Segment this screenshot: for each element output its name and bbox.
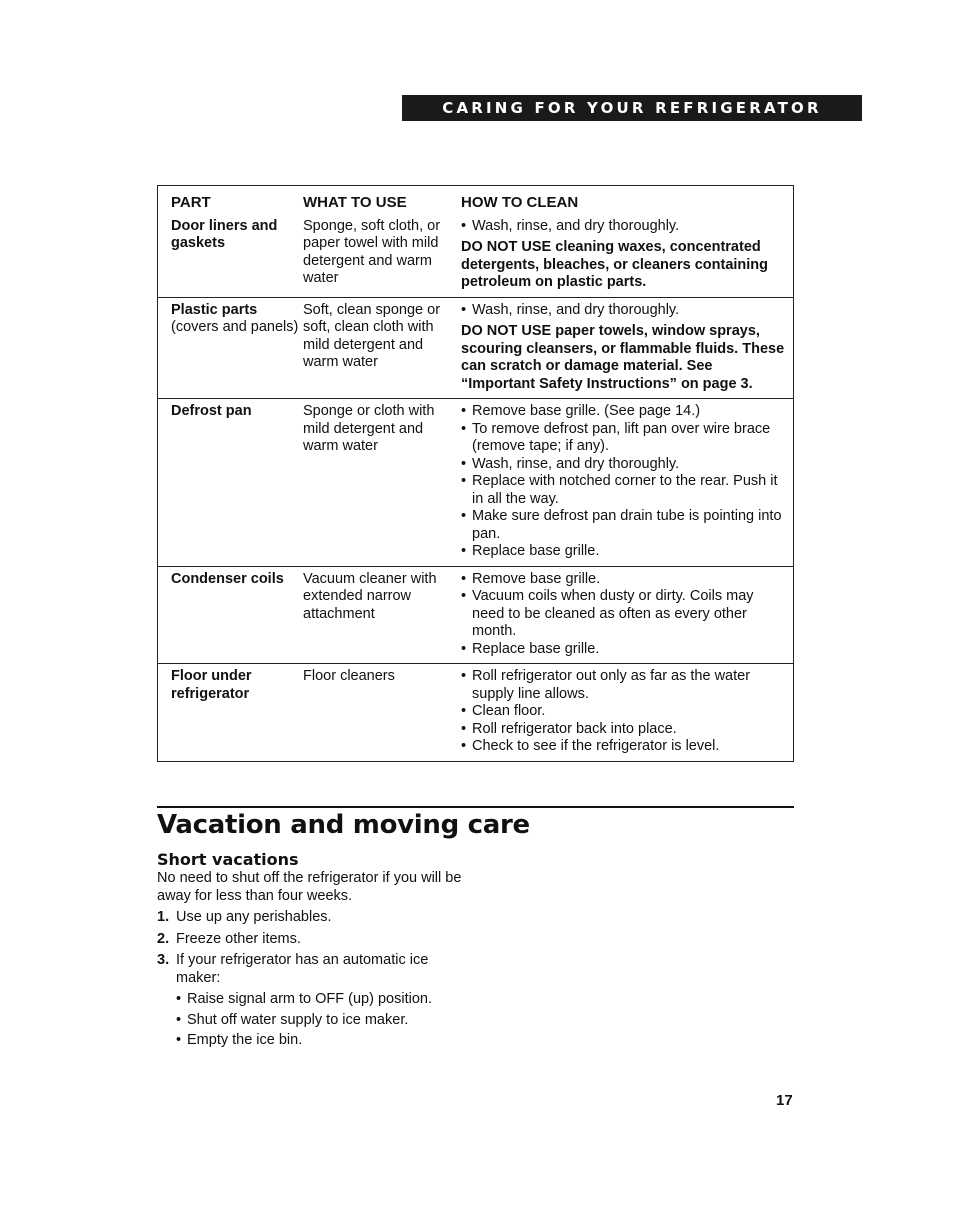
section-divider xyxy=(157,806,794,808)
part-cell xyxy=(158,668,303,756)
table-row xyxy=(158,663,793,761)
part-cell xyxy=(158,218,303,292)
table-row xyxy=(158,566,793,664)
cleaning-step: • Make sure defrost pan drain tube is pointing into pan. xyxy=(461,508,785,543)
step-text: Freeze other items. xyxy=(176,930,301,947)
part-detail: (covers and panels) xyxy=(171,319,299,335)
what-to-use-cell xyxy=(303,668,461,756)
section-title: Vacation and moving care xyxy=(157,810,530,840)
subsection-title: Short vacations xyxy=(157,850,299,869)
cleaning-steps xyxy=(461,218,785,236)
cleaning-step: • Roll refrigerator out only as far as the water supply line allows. xyxy=(461,668,785,703)
table-row xyxy=(158,398,793,566)
cleaning-step: • Clean floor. xyxy=(461,703,785,721)
step-text: If your refrigerator has an automatic ice maker: xyxy=(176,952,429,986)
cleaning-step: • Check to see if the refrigerator is level. xyxy=(461,738,785,756)
column-header-how-to-clean: HOW TO CLEAN xyxy=(461,194,579,211)
cleaning-step: • Remove base grille. xyxy=(461,571,785,589)
cleaning-supplies: Floor cleaners xyxy=(303,668,395,684)
how-to-clean-cell xyxy=(461,571,791,659)
cleaning-supplies: Sponge, soft cloth, or paper towel with mild detergent and warm water xyxy=(303,217,441,286)
cleaning-step: • Wash, rinse, and dry thoroughly. xyxy=(461,218,785,236)
step-text: Use up any perishables. xyxy=(176,909,332,925)
how-to-clean-cell xyxy=(461,668,791,756)
page-number: 17 xyxy=(776,1092,793,1109)
cleaning-table xyxy=(157,185,794,762)
table-header xyxy=(158,186,793,214)
cleaning-step: • Replace base grille. xyxy=(461,543,785,561)
vacation-step xyxy=(157,909,467,927)
cleaning-step: • Roll refrigerator back into place. xyxy=(461,721,785,739)
vacation-step xyxy=(157,952,467,1050)
column-header-what-to-use: WHAT TO USE xyxy=(303,194,407,211)
step-number: 1. xyxy=(157,909,170,925)
ice-maker-steps xyxy=(176,991,467,1050)
cleaning-warning: DO NOT USE paper towels, window sprays, scouring cleansers, or flammable fluids. These can scratch or damage material. See “Important Safety Instructions” on page 3. xyxy=(461,323,785,392)
how-to-clean-cell xyxy=(461,218,791,292)
vacation-intro: No need to shut off the refrigerator if you will be away for less than four weeks. xyxy=(157,870,462,904)
table-body xyxy=(158,214,793,761)
ice-maker-step: • Raise signal arm to OFF (up) position. xyxy=(176,991,467,1009)
cleaning-steps xyxy=(461,668,785,756)
cleaning-supplies: Vacuum cleaner with extended narrow attachment xyxy=(303,570,437,622)
how-to-clean-cell xyxy=(461,403,791,561)
part-cell xyxy=(158,571,303,659)
cleaning-supplies: Soft, clean sponge or soft, clean cloth with mild detergent and warm water xyxy=(303,301,441,370)
how-to-clean-cell xyxy=(461,302,791,394)
cleaning-steps xyxy=(461,403,785,561)
cleaning-step: • Replace base grille. xyxy=(461,641,785,659)
what-to-use-cell xyxy=(303,571,461,659)
part-cell xyxy=(158,403,303,561)
ice-maker-step: • Empty the ice bin. xyxy=(176,1032,467,1050)
vacation-content xyxy=(157,870,467,1054)
part-name: Condenser coils xyxy=(171,570,284,587)
what-to-use-cell xyxy=(303,403,461,561)
vacation-step xyxy=(157,931,467,949)
cleaning-step: • Replace with notched corner to the rear. Push it in all the way. xyxy=(461,473,785,508)
cleaning-step: • Vacuum coils when dusty or dirty. Coils may need to be cleaned as often as every other month. xyxy=(461,588,785,641)
cleaning-step: • To remove defrost pan, lift pan over wire brace (remove tape; if any). xyxy=(461,421,785,456)
vacation-steps xyxy=(157,909,467,1050)
column-header-part: PART xyxy=(171,194,211,211)
cleaning-steps xyxy=(461,302,785,320)
cleaning-warning: DO NOT USE cleaning waxes, concentrated detergents, bleaches, or cleaners containing petroleum on plastic parts. xyxy=(461,239,769,290)
part-name: Defrost pan xyxy=(171,403,252,419)
cleaning-supplies: Sponge or cloth with mild detergent and warm water xyxy=(303,403,435,454)
what-to-use-cell xyxy=(303,218,461,292)
table-row xyxy=(158,214,793,297)
section-banner: CARING FOR YOUR REFRIGERATOR xyxy=(402,95,862,121)
part-name: Floor under refrigerator xyxy=(171,668,252,702)
step-number: 2. xyxy=(157,930,170,947)
part-name: Plastic parts xyxy=(171,301,258,318)
what-to-use-cell xyxy=(303,302,461,394)
cleaning-step: • Wash, rinse, and dry thoroughly. xyxy=(461,456,785,474)
ice-maker-step: • Shut off water supply to ice maker. xyxy=(176,1012,467,1030)
part-cell xyxy=(158,302,303,394)
step-number: 3. xyxy=(157,952,170,968)
cleaning-step: • Remove base grille. (See page 14.) xyxy=(461,403,785,421)
part-name: Door liners and gaskets xyxy=(171,217,278,251)
table-row xyxy=(158,297,793,399)
cleaning-steps xyxy=(461,571,785,659)
cleaning-step: • Wash, rinse, and dry thoroughly. xyxy=(461,302,785,320)
